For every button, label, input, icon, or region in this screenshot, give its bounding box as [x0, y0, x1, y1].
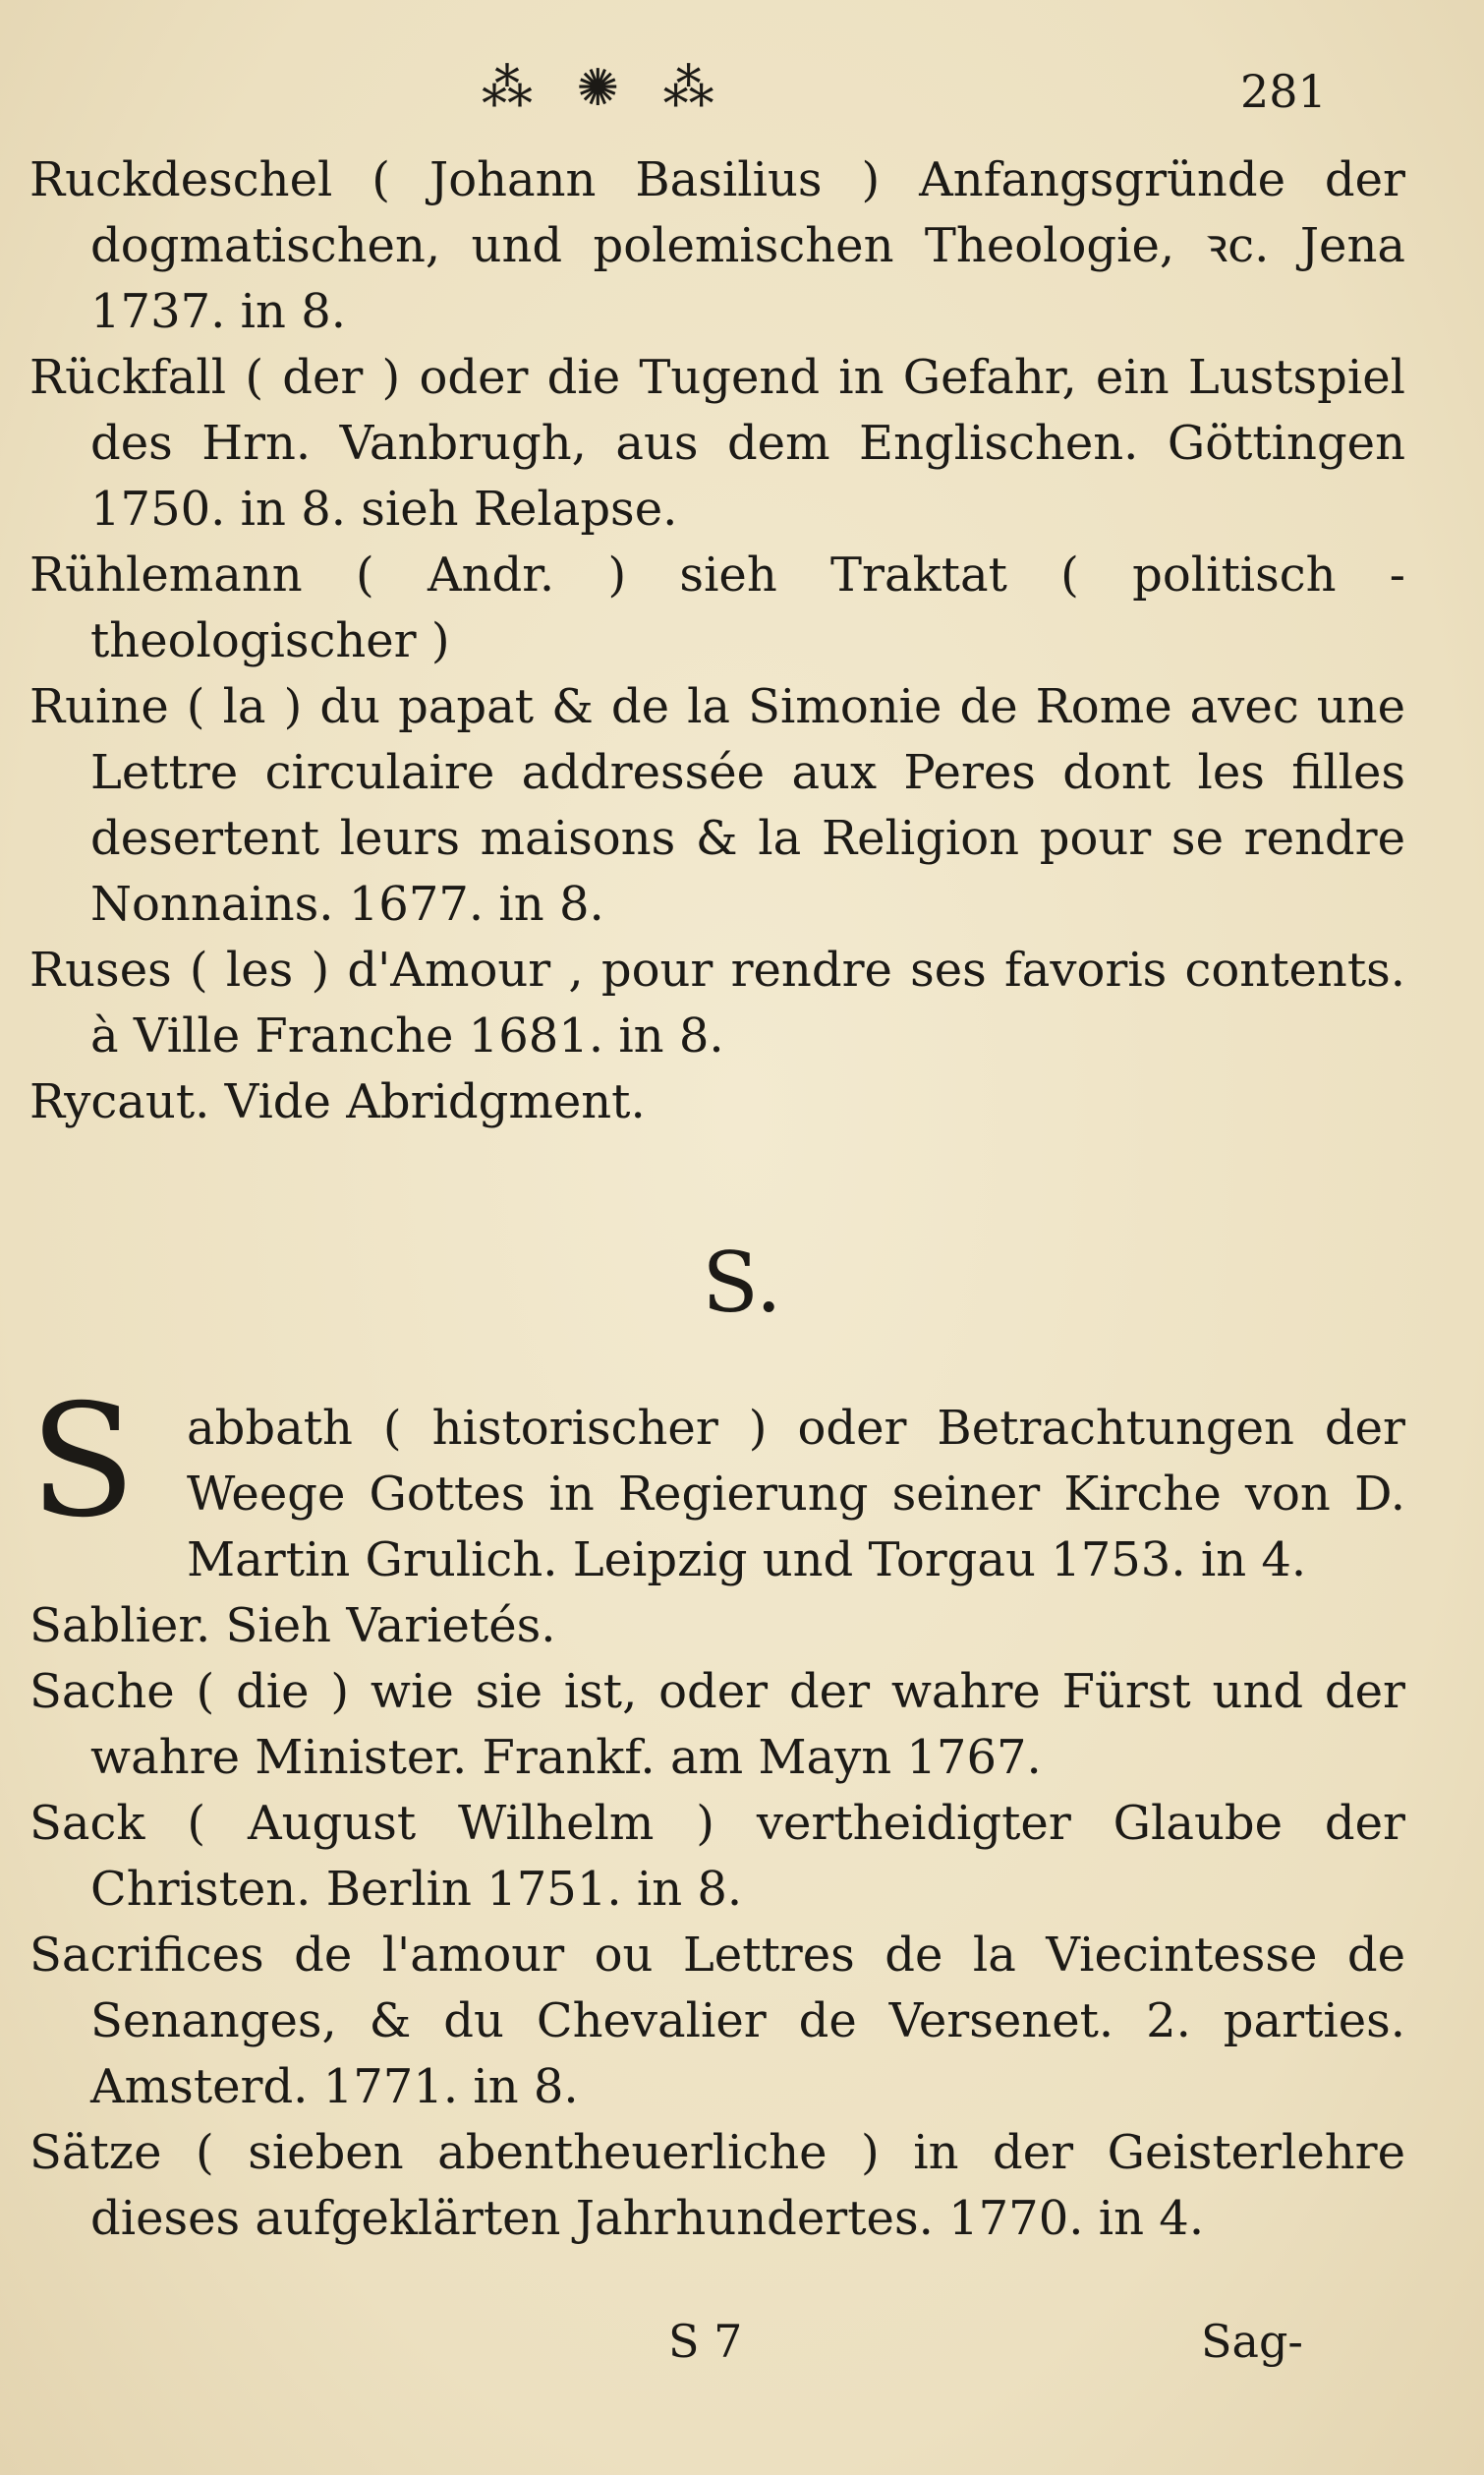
catalog-entry: Ruine ( la ) du papat & de la Simonie de Rome avec une Lettre circulaire addressée aux Peres dont les filles desertent leurs maisons & la Religion pour se rendre Nonnains. 1677. in 8.	[29, 679, 1405, 932]
catalog-entry-with-dropcap	[29, 1371, 1405, 1593]
signature-mark: S 7	[668, 2315, 743, 2368]
catalog-entry: Sache ( die ) wie sie ist, oder der wahre Fürst und der wahre Minister. Frankf. am Mayn 1767.	[29, 1664, 1405, 1785]
catalog-entry: Sack ( August Wilhelm ) vertheidigter Glaube der Christen. Berlin 1751. in 8.	[29, 1796, 1405, 1917]
header-ornament: ⁂ ✺ ⁂	[482, 59, 728, 118]
catalog-entry: Sätze ( sieben abentheuerliche ) in der Geisterlehre dieses aufgeklärten Jahrhundertes. 1770. in 4.	[29, 2125, 1405, 2246]
section-heading: S.	[702, 1235, 782, 1331]
catalog-entry: Rycaut. Vide Abridgment.	[29, 1074, 646, 1129]
catalog-entry: Rückfall ( der ) oder die Tugend in Gefahr, ein Lustspiel des Hrn. Vanbrugh, aus dem Englischen. Göttingen 1750. in 8. sieh Relapse.	[29, 350, 1405, 537]
drop-cap: S	[29, 1371, 137, 1552]
catalog-entry: Sacrifices de l'amour ou Lettres de la Viecintesse de Senanges, & du Chevalier de Versenet. 2. parties. Amsterd. 1771. in 8.	[29, 1928, 1405, 2114]
catchword: Sag-	[1201, 2315, 1303, 2368]
catalog-entry: Rühlemann ( Andr. ) sieh Traktat ( politisch - theologischer )	[29, 547, 1405, 668]
catalog-entry: Ruses ( les ) d'Amour , pour rendre ses favoris contents. à Ville Franche 1681. in 8.	[29, 943, 1405, 1064]
page-footer	[0, 2315, 1484, 2374]
entry-text: abbath ( historischer ) oder Betrachtungen der Weege Gottes in Regierung seiner Kirche von D. Martin Grulich. Leipzig und Torgau 1753. in 4.	[187, 1401, 1405, 1587]
s-entries	[29, 1371, 1405, 2252]
r-entries	[29, 147, 1405, 1135]
page-header	[0, 59, 1484, 128]
catalog-entry: Ruckdeschel ( Johann Basilius ) Anfangsgründe der dogmatischen, und polemischen Theologie, ꝛc. Jena 1737. in 8.	[29, 152, 1405, 339]
page-number: 281	[1240, 65, 1327, 118]
catalog-entry: Sablier. Sieh Varietés.	[29, 1598, 556, 1653]
